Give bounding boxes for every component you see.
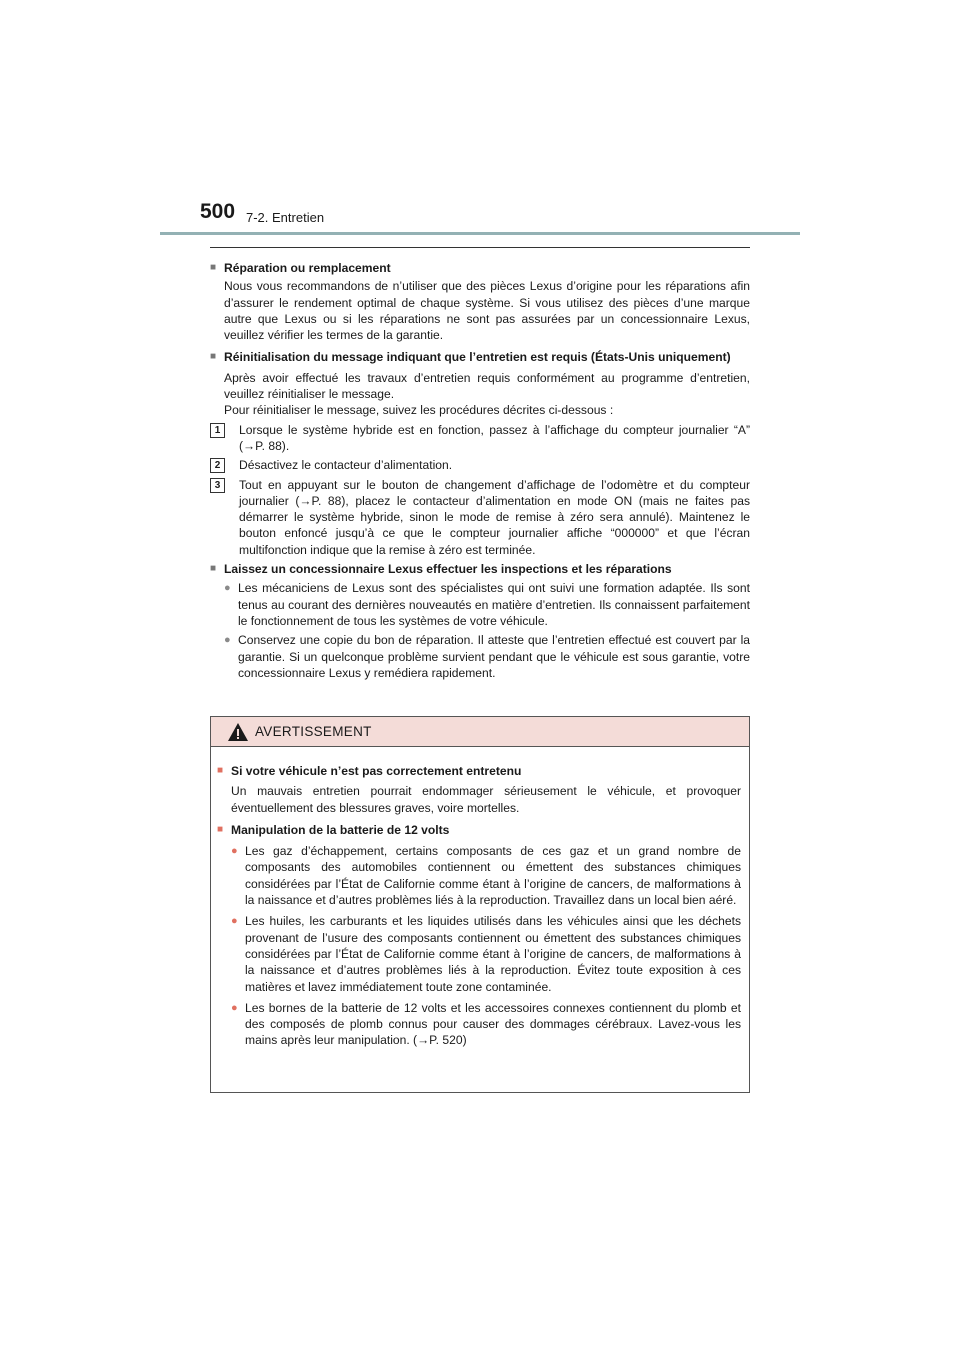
dot-bullet-icon: ● <box>231 1001 238 1014</box>
list-item: ● Les bornes de la batterie de 12 volts et les accessoires connexes contiennent du plomb et des composés de plomb connus pour causer des dommages cérébraux. Lavez-vous les mains après leur manipulation. (→P. 520) <box>231 1000 741 1048</box>
page-number: 500 <box>200 200 236 223</box>
warning-box <box>210 716 750 1093</box>
list-item: ● Les gaz d’échappement, certains composants de ces gaz et un grand nombre de composants des automobiles contiennent ou émettent des substances chimiques considérées par l’État de Californie comme étant à l’origine de cancers, de malformations à la naissance et d’autres problèmes liés à la reproduction. Travaillez dans un local bien aéré. <box>231 844 741 908</box>
reset-text-1: Après avoir effectué les travaux d’entretien requis conformément au programme d’entretien, veuillez réinitialiser le message. <box>224 370 750 402</box>
main-content <box>210 258 750 681</box>
dot-bullet-icon: ● <box>224 582 231 595</box>
list-item: ● Les mécaniciens de Lexus sont des spécialistes qui ont suivi une formation adaptée. Ils sont tenus au courant des dernières nouveautés en matière d’entretien. Ils connaissent parfaitement le fonctionnement de tous les systèmes de votre véhicule. <box>224 581 750 628</box>
square-bullet-icon: ■ <box>217 765 224 776</box>
warning-header <box>211 717 749 747</box>
section-heading-reset: ■ Réinitialisation du message indiquant que l’entretien est requis (États-Unis uniquement) <box>210 350 731 365</box>
warning-maintenance-text: Un mauvais entretien pourrait endommager sérieusement le véhicule, et provoquer éventuellement des blessures graves, voire mortelles. <box>231 784 741 815</box>
step-item: 2 Désactivez le contacteur d’alimentation. <box>210 457 750 473</box>
square-bullet-icon: ■ <box>217 823 224 835</box>
dot-bullet-icon: ● <box>224 634 231 647</box>
warning-title: AVERTISSEMENT <box>255 724 372 739</box>
square-bullet-icon: ■ <box>210 351 217 363</box>
warning-heading-maintenance: ■ Si votre véhicule n’est pas correctement entretenu <box>217 764 522 778</box>
warning-heading-battery: ■ Manipulation de la batterie de 12 volts <box>217 822 450 837</box>
list-item: ● Les huiles, les carburants et les liquides utilisés dans les véhicules ainsi que les déchets provenant de l’usure des composants contiennent ou émettent des substances chimiques considérées par l’État de Californie comme étant à l’origine de cancers, de malformations à la naissance et d’autres problèmes liés à la reproduction. Évitez toute exposition à ces matières et lavez immédiatement toute zone contaminée. <box>231 914 741 994</box>
repair-text: Nous vous recommandons de n’utiliser que des pièces Lexus d’origine pour les réparations afin d’assurer le rendement optimal de chaque système. Si vous utilisez des pièces d’une marque autre que Lexus ou si les réparations ne sont pas assurées par un concessionnaire Lexus, veuillez vérifier les termes de la garantie. <box>224 279 750 343</box>
step-number-badge: 2 <box>210 458 225 473</box>
dot-bullet-icon: ● <box>231 915 238 928</box>
section-title: 7-2. Entretien <box>246 210 325 225</box>
step-number-badge: 3 <box>210 478 225 493</box>
section-heading-dealer: ■ Laissez un concessionnaire Lexus effectuer les inspections et les réparations <box>210 562 672 577</box>
dot-bullet-icon: ● <box>231 845 238 858</box>
step-number-badge: 1 <box>210 423 225 438</box>
step-item: 1 Lorsque le système hybride est en fonction, passez à l’affichage du compteur journalier “A” (→P. 88). <box>210 422 750 455</box>
list-item: ● Conservez une copie du bon de réparation. Il atteste que l’entretien effectué est couvert par la garantie. Si un quelconque problème survient pendant que le véhicule est sous garantie, votre concessionnaire Lexus y remédiera rapidement. <box>224 633 750 680</box>
header-divider <box>160 232 800 235</box>
section-heading-repair: ■ Réparation ou remplacement <box>210 261 391 275</box>
warning-body <box>211 747 749 1049</box>
step-item: 3 Tout en appuyant sur le bouton de changement d’affichage de l’odomètre et du compteur journalier (→P. 88), placez le contacteur d’alimentation en mode ON (mais ne faites pas démarrer le système hybride, sinon le mode de remise à zéro sera annulé). Maintenez le bouton enfoncé jusqu’à ce que le compteur journalier affiche “000000” et que l’écran multifonction indique que la remise à zéro est terminée. <box>210 477 750 558</box>
square-bullet-icon: ■ <box>210 262 217 273</box>
reset-text-2: Pour réinitialiser le message, suivez les procédures décrites ci-dessous : <box>224 403 614 418</box>
square-bullet-icon: ■ <box>210 563 217 575</box>
warning-triangle-icon <box>227 722 249 742</box>
content-divider <box>210 247 750 248</box>
